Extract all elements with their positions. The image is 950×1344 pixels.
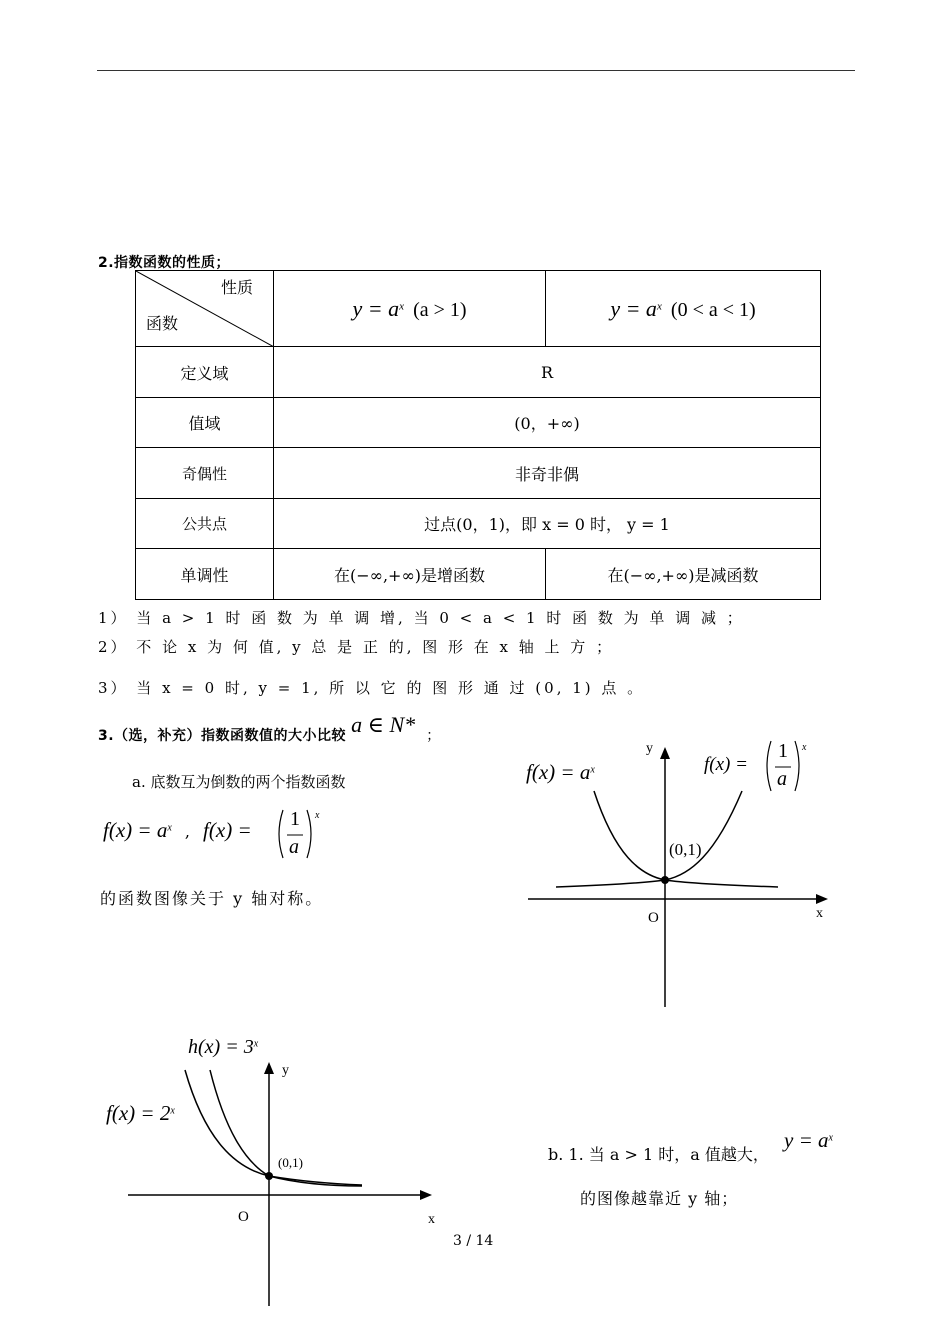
graph1-frac-num: 1: [778, 740, 788, 762]
note-2: 2） 不 论 x 为 何 值, y 总 是 正 的, 图 形 在 x 轴 上 方 ；: [98, 638, 615, 656]
note-1: 1） 当 a > 1 时 函 数 为 单 调 增, 当 0 < a < 1 时 函 数 为 单 调 减 ；: [98, 609, 745, 627]
col1-func: y = a: [352, 295, 400, 321]
corner-diagonal: [136, 271, 274, 347]
row-common-point-label: 公共点: [136, 499, 274, 549]
item-b-formula: [784, 1128, 833, 1153]
graph2-bases-2-and-3: [120, 1050, 450, 1310]
formula-f: f(x) = a: [103, 818, 168, 842]
graph1-curves-upper: [594, 791, 742, 880]
graph1-origin: O: [648, 910, 659, 926]
item-b-line1: b. 1. 当 a > 1 时，a 值越大，: [548, 1145, 769, 1164]
item-b-func: y = a: [784, 1128, 829, 1152]
graph2-y-arrow: [264, 1062, 274, 1074]
row-domain-value: R: [274, 347, 821, 398]
graph2-curve-2x: [185, 1070, 362, 1185]
corner-top-label: 性质: [220, 278, 253, 297]
formula-g-fraction: [277, 806, 313, 862]
note-3: 3） 当 x = 0 时, y = 1, 所 以 它 的 图 形 通 过 (0, 1) 点 。: [98, 679, 646, 697]
formula-g: f(x) =: [203, 818, 252, 842]
graph2-h-label: [188, 1036, 258, 1059]
col1-cond: (a > 1): [413, 298, 467, 321]
graph2-h-func: h(x) = 3: [188, 1036, 254, 1058]
section3-heading-end: ；: [426, 728, 441, 744]
graph1-left-exp: x: [590, 764, 595, 776]
graph2-origin: O: [238, 1209, 249, 1225]
graph1-y-label: y: [646, 741, 653, 756]
item-b-exp: x: [828, 1132, 833, 1144]
graph1-point: [661, 876, 669, 884]
row-domain-label: 定义域: [136, 347, 274, 398]
graph2-x-arrow: [420, 1190, 432, 1200]
graph1-right-exp: x: [802, 742, 807, 753]
formula-g-exp: x: [315, 810, 320, 821]
col2-func: y = a: [610, 295, 657, 321]
graph1-left-func: f(x) = a: [526, 760, 591, 784]
item-b-line2: 的图像越靠近 y 轴；: [580, 1189, 739, 1208]
row-monotonic-decrease: 在(−∞,+∞)是减函数: [546, 549, 821, 600]
graph2-h-exp: x: [253, 1038, 259, 1050]
col2-header: [546, 271, 821, 347]
item-a-text: a. 底数互为倒数的两个指数函数: [132, 773, 346, 791]
col2-cond: (0 < a < 1): [670, 298, 756, 321]
formula-row: [103, 818, 252, 843]
table-corner-cell: [136, 271, 274, 347]
row-parity-value: 非奇非偶: [274, 448, 821, 499]
formula-sep: ,: [184, 822, 190, 841]
graph2-y-label: y: [282, 1063, 289, 1078]
row-range-value: (0，+∞): [274, 398, 821, 448]
graph2-point: [265, 1172, 273, 1180]
section3-heading: 3.（选，补充）指数函数值的大小比较: [98, 728, 347, 744]
graph1-left-label: [526, 760, 595, 785]
formula-f-exp: x: [167, 822, 172, 834]
graph1-x-arrow: [816, 894, 828, 904]
symmetric-text: 的函数图像关于 y 轴对称。: [100, 889, 324, 908]
page-number: 3 / 14: [453, 1233, 494, 1249]
graph1-right-func: f(x) =: [704, 754, 748, 775]
graph2-f-exp: x: [170, 1105, 175, 1117]
section2-heading: 2.指数函数的性质；: [98, 255, 231, 271]
section3-heading-math: a ∈ N*: [351, 712, 416, 737]
header-rule: [97, 70, 855, 71]
graph2-f-label: [106, 1101, 175, 1126]
col1-exp: x: [399, 300, 404, 313]
col2-exp: x: [656, 300, 662, 313]
graph2-x-label: x: [428, 1212, 435, 1227]
graph1-point-label: (0,1): [669, 840, 702, 859]
graph1-y-arrow: [660, 747, 670, 759]
row-monotonic-increase: 在(−∞,+∞)是增函数: [274, 549, 546, 600]
graph1-x-label: x: [816, 906, 823, 921]
formula-g-num: 1: [290, 808, 300, 830]
graph1-frac-den: a: [777, 768, 787, 790]
row-common-point-value: 过点(0，1)，即 x = 0 时， y = 1: [274, 499, 821, 549]
row-monotonic-label: 单调性: [136, 549, 274, 600]
row-parity-label: 奇偶性: [136, 448, 274, 499]
graph2-point-label: (0,1): [278, 1155, 303, 1170]
row-range-label: 值域: [136, 398, 274, 448]
properties-table: [135, 270, 821, 600]
graph2-f-func: f(x) = 2: [106, 1101, 171, 1125]
col1-header: [274, 271, 546, 347]
graph1-right-label: [704, 754, 748, 776]
section3-heading-row: [98, 712, 441, 746]
formula-g-den: a: [289, 836, 299, 858]
corner-bottom-label: 函数: [146, 314, 179, 333]
graph1-right-fraction: [765, 737, 801, 795]
